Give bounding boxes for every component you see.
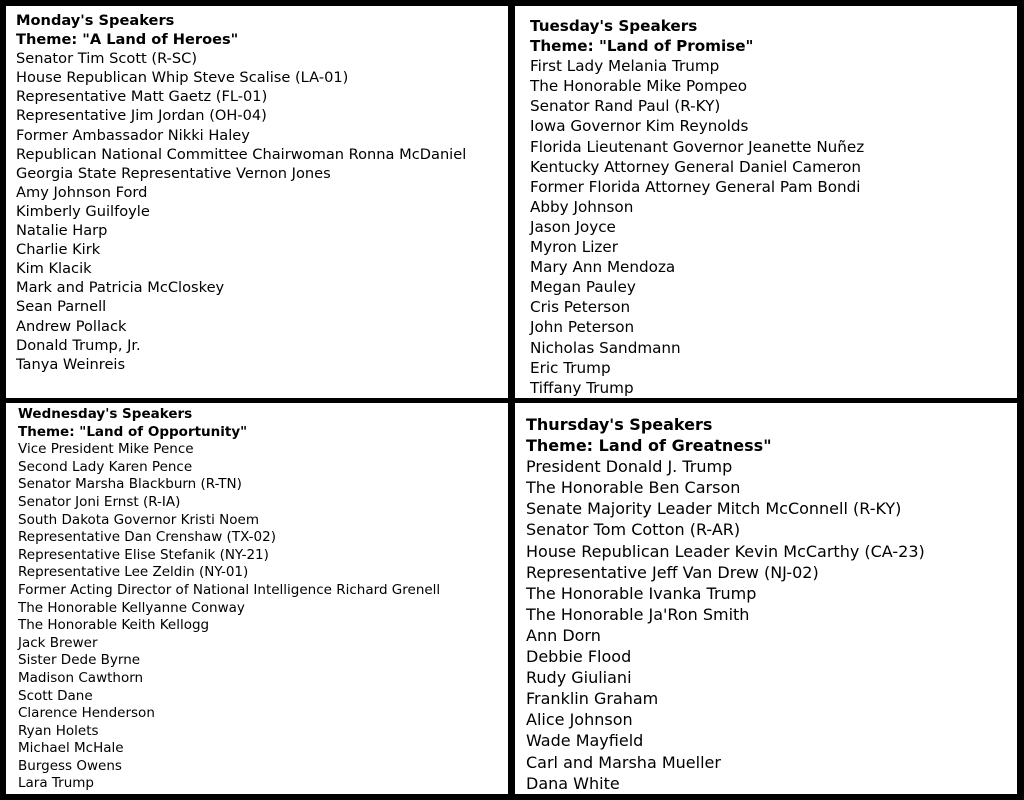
- speaker-item: Former Ambassador Nikki Haley: [16, 126, 250, 144]
- thursday-panel: [515, 403, 1017, 794]
- speaker-item: John Peterson: [530, 318, 635, 337]
- speaker-item: First Lady Melania Trump: [530, 57, 720, 76]
- speaker-item: Senate Majority Leader Mitch McConnell (R-KY): [526, 499, 902, 519]
- speaker-item: Tiffany Trump: [530, 378, 634, 397]
- speaker-item: Sean Parnell: [16, 298, 107, 316]
- speaker-item: Representative Lee Zeldin (NY-01): [18, 564, 249, 581]
- speaker-item: Scott Dane: [18, 687, 93, 704]
- speaker-item: Andrew Pollack: [16, 317, 127, 335]
- speaker-item: Lara Trump: [18, 775, 94, 792]
- speaker-item: Jason Joyce: [530, 217, 616, 236]
- speaker-item: Representative Dan Crenshaw (TX-02): [18, 529, 276, 546]
- speaker-item: Mary Ann Mendoza: [530, 258, 676, 277]
- speaker-item: The Honorable Ivanka Trump: [526, 583, 757, 603]
- speaker-item: Cris Peterson: [530, 298, 631, 317]
- speaker-item: The Honorable Mike Pompeo: [530, 77, 748, 96]
- speaker-item: Senator Rand Paul (R-KY): [530, 97, 721, 116]
- panel-theme: Theme: "Land of Opportunity": [18, 423, 248, 440]
- speaker-item: Abby Johnson: [530, 197, 634, 216]
- speaker-list: [18, 441, 508, 793]
- speaker-item: Jack Brewer: [18, 634, 98, 651]
- speaker-item: Florida Lieutenant Governor Jeanette Nuñez: [530, 137, 865, 156]
- speaker-item: Myron Lizer: [530, 238, 618, 257]
- speaker-item: House Republican Leader Kevin McCarthy (CA-23): [526, 541, 925, 561]
- speaker-item: Nicholas Sandmann: [530, 338, 681, 357]
- speaker-item: Kimberly Guilfoyle: [16, 202, 150, 220]
- speaker-item: Sister Dede Byrne: [18, 652, 141, 669]
- speaker-item: Kim Klacik: [16, 260, 92, 278]
- speaker-item: Representative Jim Jordan (OH-04): [16, 107, 267, 125]
- speaker-list: [530, 56, 1017, 398]
- speaker-item: President Donald J. Trump: [526, 457, 733, 477]
- speaker-item: Senator Joni Ernst (R-IA): [18, 493, 181, 510]
- speaker-item: Representative Elise Stefanik (NY-21): [18, 546, 269, 563]
- speaker-item: Former Acting Director of National Intelligence Richard Grenell: [18, 581, 441, 598]
- speaker-item: Former Florida Attorney General Pam Bondi: [530, 177, 861, 196]
- speaker-item: Megan Pauley: [530, 278, 636, 297]
- speaker-item: Carl and Marsha Mueller: [526, 752, 721, 772]
- speaker-item: The Honorable Ben Carson: [526, 478, 741, 498]
- speaker-item: Representative Matt Gaetz (FL-01): [16, 88, 268, 106]
- panel-title: Tuesday's Speakers: [530, 17, 698, 35]
- speaker-list: [16, 49, 508, 374]
- speaker-item: Senator Tom Cotton (R-AR): [526, 520, 741, 540]
- speaker-item: Senator Tim Scott (R-SC): [16, 50, 198, 68]
- speaker-item: Tanya Weinreis: [16, 355, 126, 373]
- speaker-item: The Honorable Keith Kellogg: [18, 617, 210, 634]
- speaker-item: Ryan Holets: [18, 722, 99, 739]
- speaker-item: Senator Marsha Blackburn (R-TN): [18, 476, 242, 493]
- speaker-item: Vice President Mike Pence: [18, 441, 194, 458]
- speaker-item: Eric Trump: [530, 358, 611, 377]
- speaker-item: Iowa Governor Kim Reynolds: [530, 117, 749, 136]
- panel-theme: Theme: "Land of Promise": [530, 37, 754, 56]
- speaker-item: Charlie Kirk: [16, 241, 101, 259]
- speaker-item: South Dakota Governor Kristi Noem: [18, 511, 259, 528]
- speaker-item: Kentucky Attorney General Daniel Cameron: [530, 157, 862, 176]
- speaker-item: Donald Trump, Jr.: [16, 336, 141, 354]
- speaker-item: The Honorable Kellyanne Conway: [18, 599, 245, 616]
- panel-title: Thursday's Speakers: [526, 415, 713, 434]
- panel-title: Wednesday's Speakers: [18, 406, 193, 422]
- speaker-item: Debbie Flood: [526, 647, 632, 667]
- tuesday-panel: [515, 6, 1017, 398]
- speaker-item: Representative Jeff Van Drew (NJ-02): [526, 562, 819, 582]
- speaker-item: Franklin Graham: [526, 689, 659, 709]
- speaker-item: Dana White: [526, 773, 620, 793]
- speaker-item: House Republican Whip Steve Scalise (LA-01): [16, 69, 349, 87]
- speaker-item: Alice Johnson: [526, 710, 633, 730]
- wednesday-panel: [6, 403, 508, 794]
- speaker-item: Second Lady Karen Pence: [18, 458, 193, 475]
- speaker-item: Clarence Henderson: [18, 705, 155, 722]
- speaker-item: Republican National Committee Chairwoman Ronna McDaniel: [16, 145, 467, 163]
- speaker-item: Ann Dorn: [526, 625, 601, 645]
- speaker-item: Rudy Giuliani: [526, 668, 632, 688]
- speaker-item: Amy Johnson Ford: [16, 183, 148, 201]
- monday-panel: [6, 6, 508, 398]
- speaker-list: [526, 456, 1017, 794]
- speaker-item: Madison Cawthorn: [18, 669, 144, 686]
- panel-theme: Theme: Land of Greatness": [526, 436, 772, 456]
- speaker-item: Natalie Harp: [16, 222, 108, 240]
- speaker-item: Burgess Owens: [18, 757, 122, 774]
- panel-theme: Theme: "A Land of Heroes": [16, 31, 239, 49]
- speaker-item: Mark and Patricia McCloskey: [16, 279, 225, 297]
- panel-title: Monday's Speakers: [16, 12, 175, 29]
- speaker-item: Michael McHale: [18, 740, 124, 757]
- speaker-item: Wade Mayfield: [526, 731, 644, 751]
- speaker-item: The Honorable Ja'Ron Smith: [526, 604, 750, 624]
- speaker-item: Georgia State Representative Vernon Jones: [16, 164, 331, 182]
